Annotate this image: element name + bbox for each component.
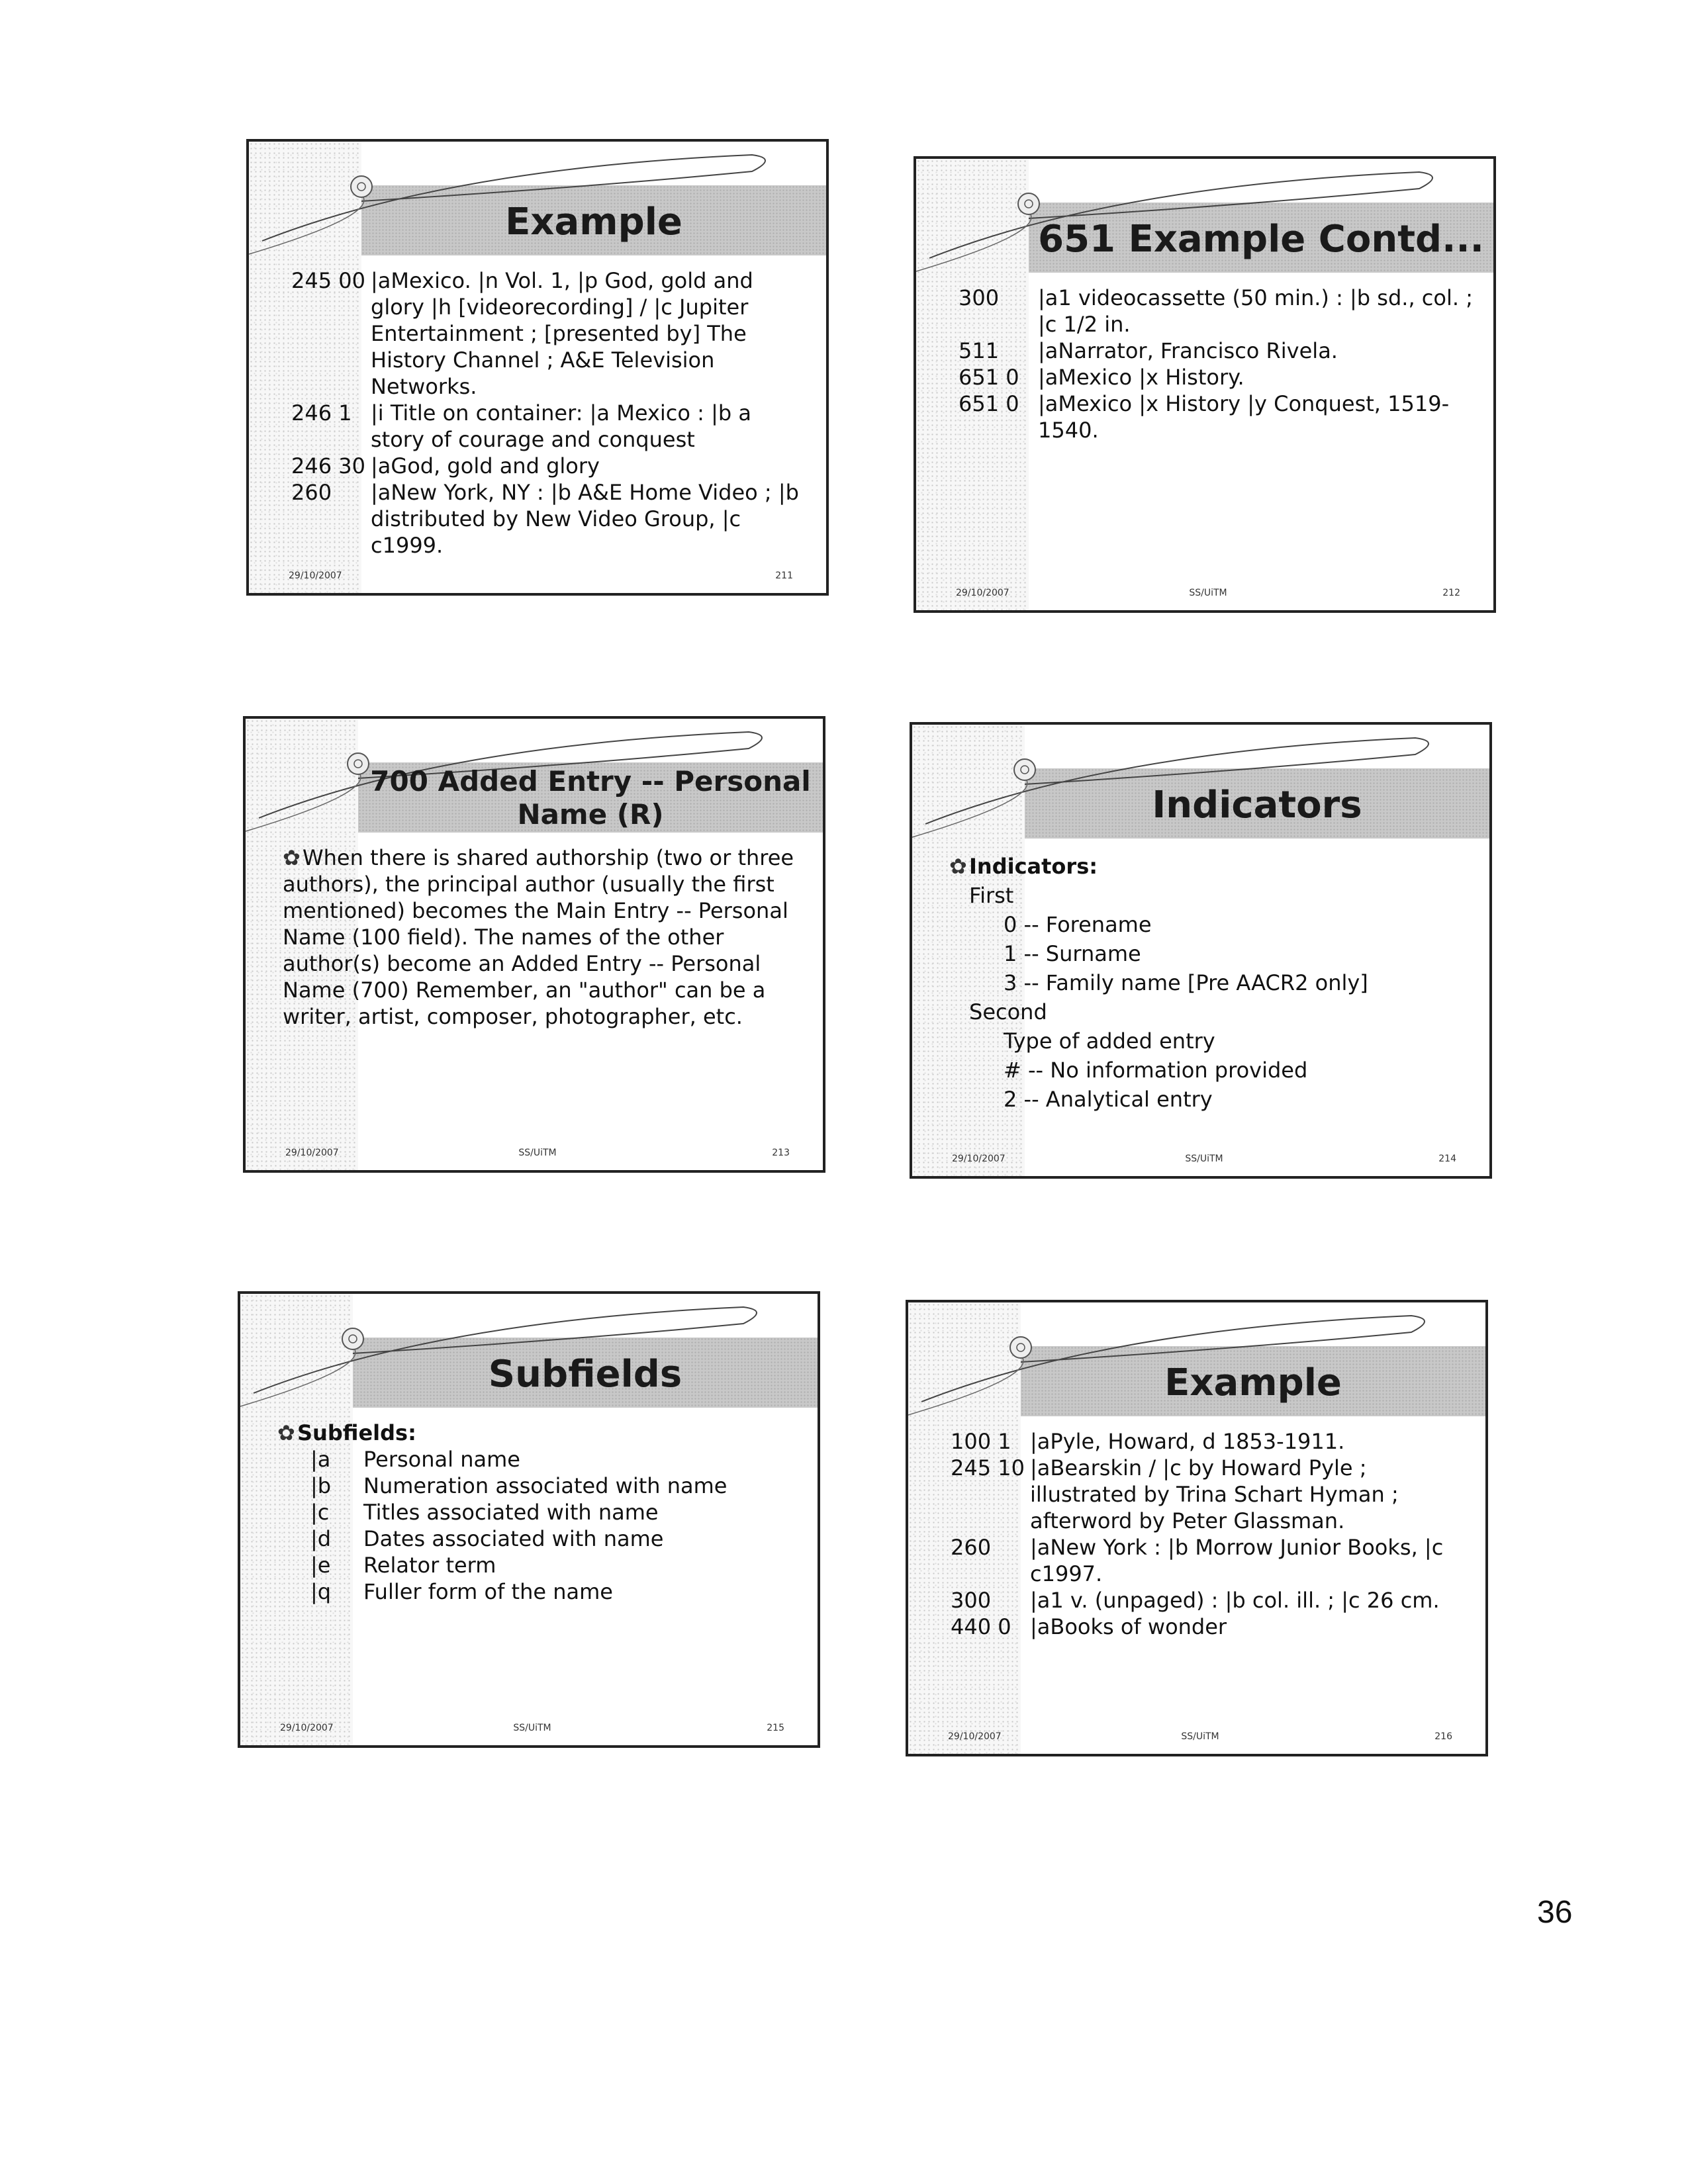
bullet-icon: ✿ — [277, 1420, 295, 1445]
marc-field — [291, 479, 806, 559]
marc-record-list — [291, 267, 806, 559]
heading-text: Indicators: — [969, 854, 1098, 879]
marc-field — [951, 1534, 1466, 1587]
marc-field — [951, 1587, 1466, 1614]
slide-title: Subfields — [488, 1353, 682, 1396]
subfield-desc: Dates associated with name — [363, 1526, 664, 1551]
footer-date: 29/10/2007 — [948, 1731, 1002, 1742]
slide-214 — [910, 722, 1492, 1179]
subfield-desc: Personal name — [363, 1447, 520, 1472]
subfield-row — [277, 1525, 798, 1552]
field-text: |aNew York : |b Morrow Junior Books, |c c1997. — [1030, 1535, 1444, 1586]
field-tag: 651 0 — [959, 365, 1019, 390]
slide-footer — [948, 1726, 1452, 1742]
field-tag: 300 — [951, 1588, 992, 1613]
field-text: |a1 v. (unpaged) : |b col. ill. ; |c 26 cm. — [1030, 1588, 1440, 1613]
page-number: 36 — [1537, 1895, 1573, 1930]
marc-field — [951, 1614, 1466, 1640]
field-tag: 300 — [959, 285, 1000, 310]
field-text: |aNew York, NY : |b A&E Home Video ; |b distributed by New Video Group, |c c1999. — [371, 480, 799, 558]
footer-date: 29/10/2007 — [956, 588, 1009, 598]
indicator-value: 0 -- Forename — [1004, 912, 1152, 937]
slide-paragraph — [283, 844, 803, 1030]
slide-title: 651 Example Contd... — [1038, 218, 1484, 261]
footer-org: SS/UiTM — [1185, 1154, 1223, 1164]
slide-216 — [906, 1300, 1488, 1756]
slide-number: 211 — [775, 570, 793, 581]
subfield-desc: Relator term — [363, 1553, 496, 1578]
subfield-code: |e — [310, 1553, 331, 1578]
field-tag: 440 0 — [951, 1614, 1011, 1639]
subfield-code: |d — [310, 1526, 332, 1551]
marc-field — [959, 364, 1474, 390]
field-tag: 511 — [959, 338, 1000, 363]
field-text: |aBooks of wonder — [1030, 1614, 1227, 1639]
field-text: |aGod, gold and glory — [371, 453, 600, 478]
indicator-value: 1 -- Surname — [1004, 941, 1141, 966]
field-tag: 245 10 — [951, 1455, 1025, 1480]
slide-footer — [280, 1717, 784, 1733]
slide-number: 214 — [1438, 1154, 1456, 1164]
subfield-desc: Fuller form of the name — [363, 1579, 613, 1604]
marc-field — [959, 338, 1474, 364]
slide-footer — [952, 1148, 1456, 1164]
subfield-code: |c — [310, 1500, 330, 1525]
indicator-value: # -- No information provided — [1004, 1058, 1308, 1083]
marc-field — [951, 1428, 1466, 1455]
marc-field — [291, 453, 806, 479]
indicator-label: Second — [969, 999, 1047, 1024]
subfield-code: |q — [310, 1579, 332, 1604]
footer-date: 29/10/2007 — [280, 1723, 334, 1733]
slide-211 — [246, 139, 829, 596]
slide-title-line: Name (R) — [517, 798, 664, 831]
field-text: |aPyle, Howard, d 1853-1911. — [1030, 1429, 1345, 1454]
subfield-desc: Titles associated with name — [363, 1500, 659, 1525]
field-tag: 246 30 — [291, 453, 365, 478]
bullet-heading — [277, 1420, 798, 1446]
subfield-code: |a — [310, 1447, 331, 1472]
footer-org: SS/UiTM — [1181, 1731, 1219, 1742]
marc-record-list — [959, 285, 1474, 443]
heading-text: Subfields: — [297, 1420, 416, 1445]
indicator-value: Type of added entry — [1004, 1028, 1215, 1054]
footer-org: SS/UiTM — [513, 1723, 551, 1733]
subfield-row — [277, 1578, 798, 1605]
indicator-value: 2 -- Analytical entry — [1004, 1087, 1213, 1112]
slide-number: 213 — [772, 1148, 790, 1158]
subfield-row — [277, 1473, 798, 1499]
slide-212 — [914, 156, 1496, 613]
slide-number: 212 — [1442, 588, 1460, 598]
slide-number: 215 — [767, 1723, 784, 1733]
subfield-list — [277, 1420, 798, 1605]
footer-date: 29/10/2007 — [289, 570, 342, 581]
field-tag: 651 0 — [959, 391, 1019, 416]
field-text: |aNarrator, Francisco Rivela. — [1038, 338, 1338, 363]
slide-title-line: 700 Added Entry -- Personal — [370, 765, 811, 797]
indicator-value: 3 -- Family name [Pre AACR2 only] — [1004, 970, 1368, 995]
slide-footer — [289, 565, 793, 581]
bullet-icon: ✿ — [949, 854, 967, 879]
paragraph-text: When there is shared authorship (two or three authors), the principal author (usually the first mentioned) becomes the Main Entry -- Personal Name (100 field). The names of the other author(s) become an Added Entry -- Personal Name (700) Remember, an "author" can be a writer, artist, composer, photographer, etc. — [283, 845, 794, 1029]
field-tag: 246 1 — [291, 400, 352, 426]
slide-213 — [243, 716, 825, 1173]
slide-title — [358, 765, 823, 838]
footer-date: 29/10/2007 — [952, 1154, 1006, 1164]
footer-date: 29/10/2007 — [285, 1148, 339, 1158]
bullet-heading — [949, 852, 1470, 881]
slide-title: Example — [505, 201, 682, 244]
indicator-label: First — [969, 883, 1014, 908]
field-tag: 260 — [291, 480, 332, 505]
marc-field — [951, 1455, 1466, 1534]
subfield-row — [277, 1552, 798, 1578]
marc-record-list — [951, 1428, 1466, 1640]
subfield-desc: Numeration associated with name — [363, 1473, 727, 1498]
subfield-row — [277, 1446, 798, 1473]
field-text: |aMexico |x History |y Conquest, 1519-1540. — [1038, 391, 1450, 443]
subfield-row — [277, 1499, 798, 1525]
field-tag: 100 1 — [951, 1429, 1011, 1454]
marc-field — [291, 400, 806, 453]
slide-title: Example — [1164, 1361, 1342, 1404]
subfield-code: |b — [310, 1473, 332, 1498]
marc-field — [291, 267, 806, 400]
footer-org: SS/UiTM — [518, 1148, 557, 1158]
field-text: |aBearskin / |c by Howard Pyle ; illustrated by Trina Schart Hyman ; afterword by Peter Glassman. — [1030, 1455, 1399, 1533]
marc-field — [959, 390, 1474, 443]
field-text: |aMexico. |n Vol. 1, |p God, gold and glory |h [videorecording] / |c Jupiter Entertainment ; [presented by] The History Channel ; A&E Television Networks. — [371, 268, 753, 399]
slide-footer — [285, 1142, 790, 1158]
bullet-icon: ✿ — [283, 845, 301, 870]
field-tag: 245 00 — [291, 268, 365, 293]
field-text: |i Title on container: |a Mexico : |b a story of courage and conquest — [371, 400, 751, 452]
field-tag: 260 — [951, 1535, 992, 1560]
slide-title: Indicators — [1152, 784, 1362, 827]
footer-org: SS/UiTM — [1189, 588, 1227, 598]
marc-field — [959, 285, 1474, 338]
field-text: |aMexico |x History. — [1038, 365, 1244, 390]
slide-number: 216 — [1434, 1731, 1452, 1742]
slide-footer — [956, 582, 1460, 598]
field-text: |a1 videocassette (50 min.) : |b sd., col. ; |c 1/2 in. — [1038, 285, 1473, 337]
slide-215 — [238, 1291, 820, 1748]
indicator-list — [949, 852, 1470, 1114]
